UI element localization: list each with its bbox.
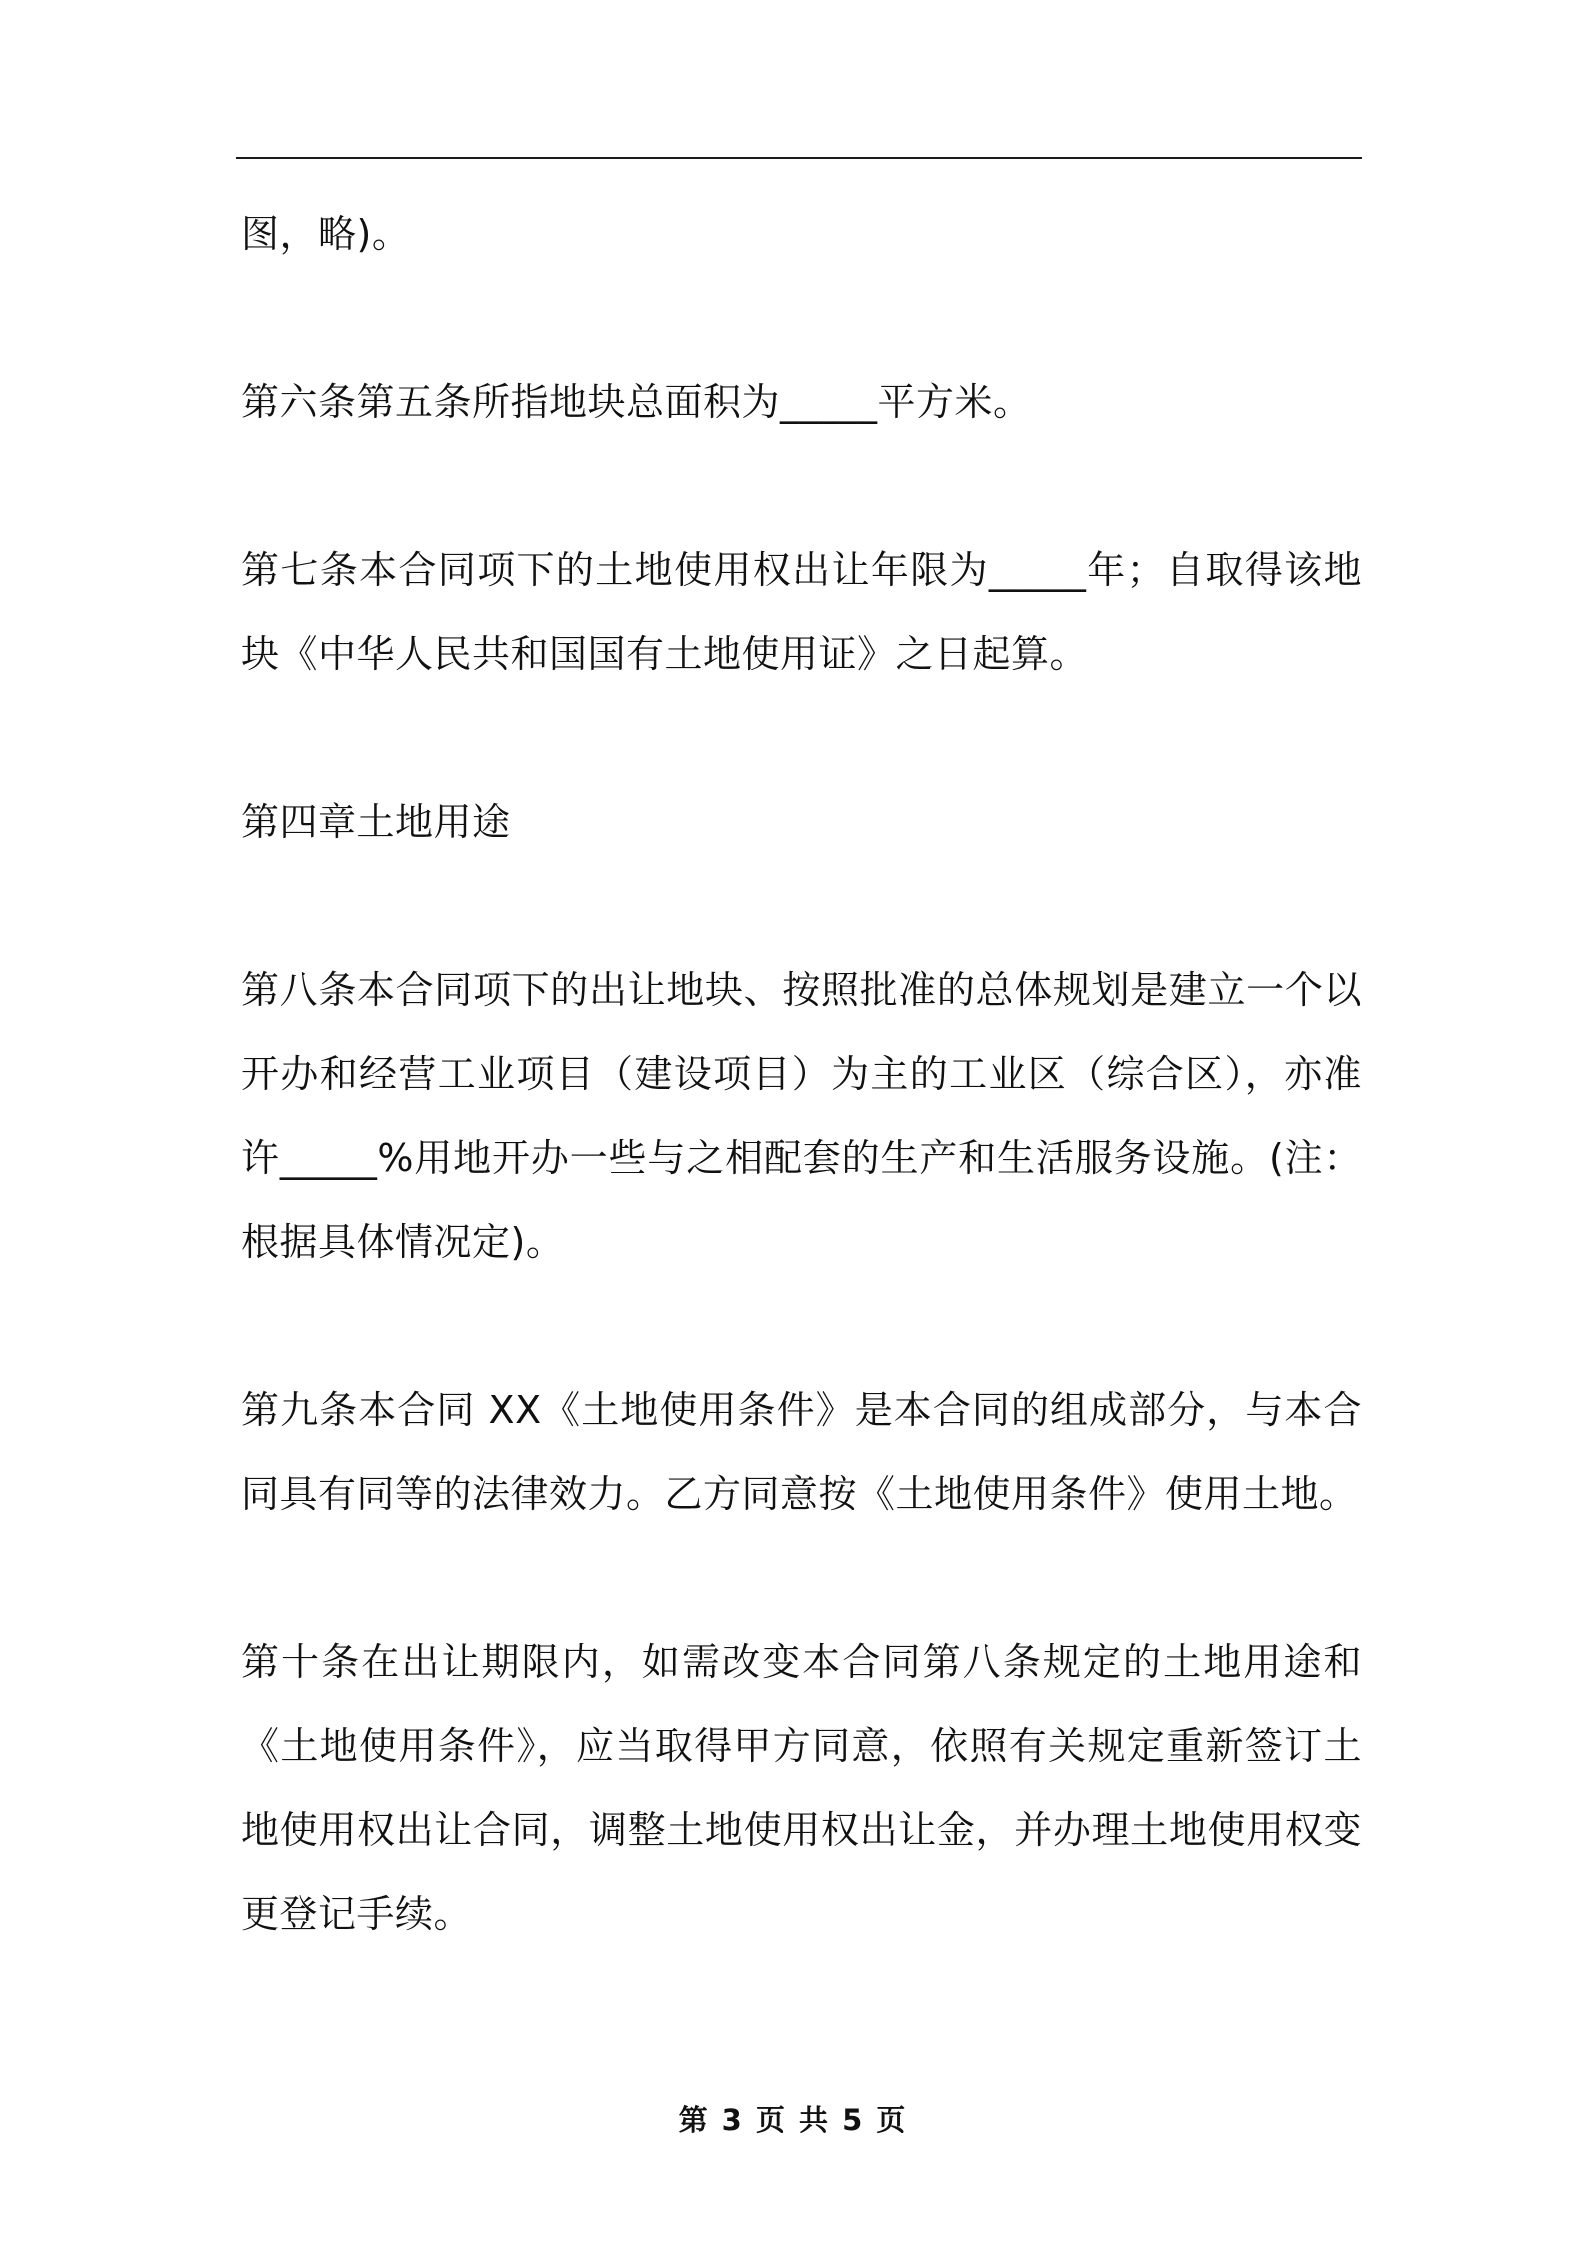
- paragraph-article-9: 第九条本合同 XX《土地使用条件》是本合同的组成部分，与本合同具有同等的法律效力。乙方同意按《土地使用条件》使用土地。: [241, 1388, 1362, 1516]
- document-body: [241, 192, 1362, 2040]
- paragraph-article-7: 第七条本合同项下的土地使用权出让年限为_____年；自取得该地块《中华人民共和国国有土地使用证》之日起算。: [241, 548, 1362, 676]
- paragraph-continuation: 图，略)。: [241, 212, 411, 256]
- chapter-heading: 第四章土地用途: [241, 800, 511, 844]
- paragraph-article-10: 第十条在出让期限内，如需改变本合同第八条规定的土地用途和《土地使用条件》，应当取得甲方同意，依照有关规定重新签订土地使用权出让合同，调整土地使用权出让金，并办理土地使用权变更登记手续。: [241, 1640, 1362, 1936]
- paragraph-article-6: 第六条第五条所指地块总面积为_____平方米。: [241, 380, 1032, 424]
- header-divider: [236, 157, 1362, 159]
- page-number-footer: 第 3 页 共 5 页: [678, 2103, 908, 2137]
- paragraph-article-8: 第八条本合同项下的出让地块、按照批准的总体规划是建立一个以开办和经营工业项目（建设项目）为主的工业区（综合区），亦准许_____%用地开办一些与之相配套的生产和生活服务设施。(注：根据具体情况定)。: [241, 968, 1362, 1264]
